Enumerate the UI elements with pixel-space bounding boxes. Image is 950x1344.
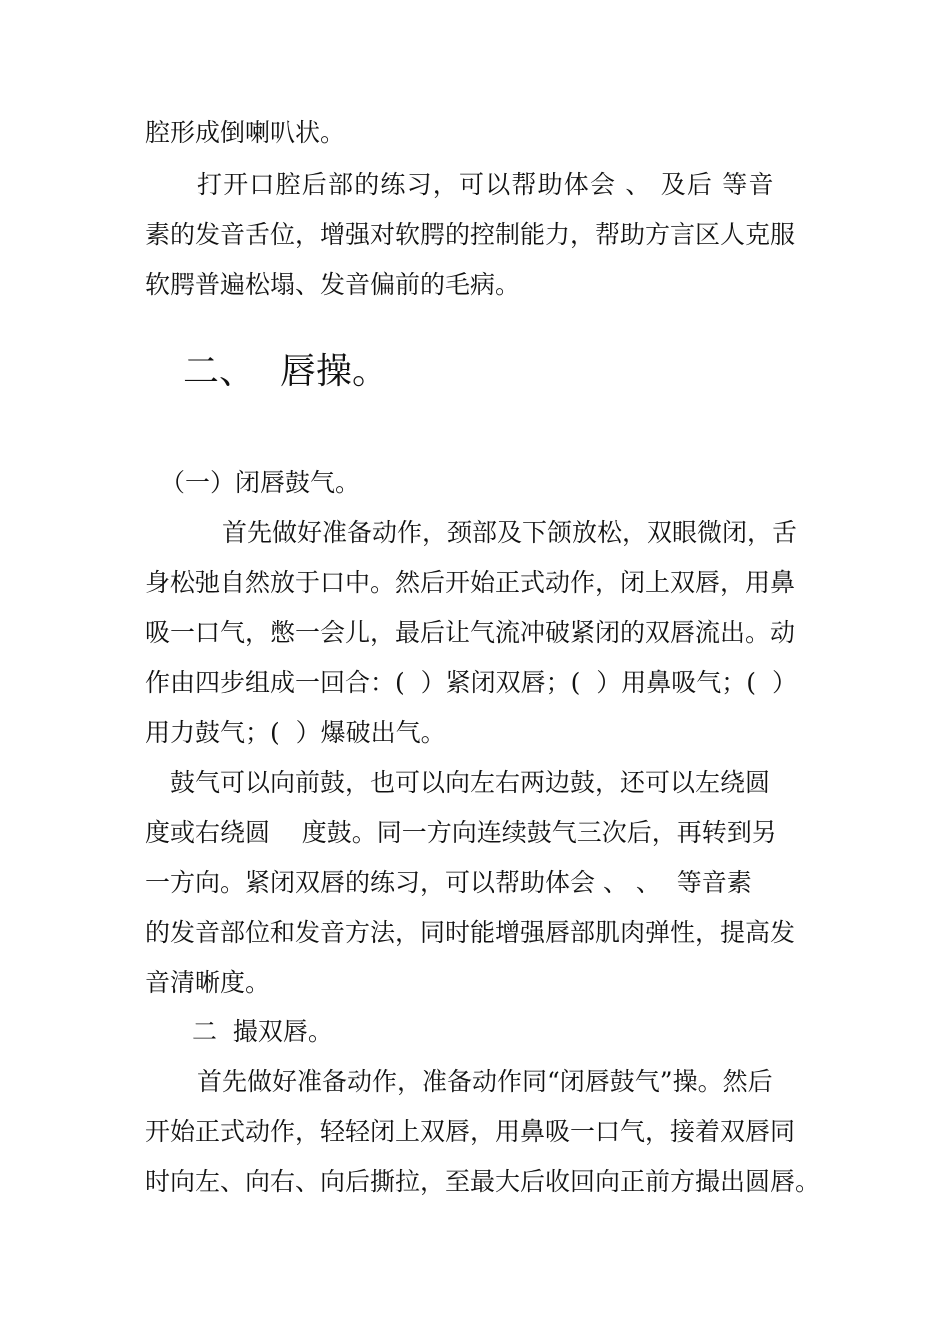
paragraph-line: 一方向。紧闭双唇的练习，可以帮助体会 、 、 等音素 bbox=[145, 868, 752, 897]
paragraph-line: 度或右绕圆 度鼓。同一方向连续鼓气三次后，再转到另 bbox=[145, 818, 777, 847]
intro-line: 素的发音舌位，增强对软腭的控制能力，帮助方言区人克服 bbox=[145, 220, 796, 249]
paragraph-line: 的发音部位和发音方法，同时能增强唇部肌肉弹性，提高发 bbox=[145, 918, 796, 947]
intro-line: 打开口腔后部的练习，可以帮助体会 、 及后 等音 bbox=[197, 170, 775, 199]
paragraph-line: 身松弛自然放于口中。然后开始正式动作，闭上双唇，用鼻 bbox=[145, 568, 796, 597]
paragraph-line: 鼓气可以向前鼓，也可以向左右两边鼓，还可以左绕圆 bbox=[170, 768, 771, 797]
paragraph-line: 首先做好准备动作，准备动作同“闭唇鼓气”操。然后 bbox=[197, 1067, 773, 1096]
paragraph-line: 作由四步组成一回合：( ）紧闭双唇；( ）用鼻吸气；( ） bbox=[145, 668, 797, 697]
paragraph-line: 首先做好准备动作，颈部及下颌放松，双眼微闭，舌 bbox=[222, 518, 798, 547]
paragraph-line: 开始正式动作，轻轻闭上双唇，用鼻吸一口气，接着双唇同 bbox=[145, 1117, 796, 1146]
intro-line: 软腭普遍松塌、发音偏前的毛病。 bbox=[145, 270, 521, 299]
paragraph-line: 吸一口气，憋一会儿，最后让气流冲破紧闭的双唇流出。动 bbox=[145, 618, 796, 647]
subsection-heading: 二 撮双唇。 bbox=[192, 1017, 333, 1046]
section-title: 唇操。 bbox=[280, 351, 389, 392]
paragraph-line: 时向左、向右、向后撕拉，至最大后收回向正前方撮出圆唇。 bbox=[145, 1167, 821, 1196]
paragraph-line: 用力鼓气；( ）爆破出气。 bbox=[145, 718, 446, 747]
subsection-heading: （一）闭唇鼓气。 bbox=[160, 468, 361, 497]
section-number: 二、 bbox=[183, 351, 256, 392]
intro-line: 腔形成倒喇叭状。 bbox=[145, 118, 346, 147]
paragraph-line: 音清晰度。 bbox=[145, 968, 271, 997]
